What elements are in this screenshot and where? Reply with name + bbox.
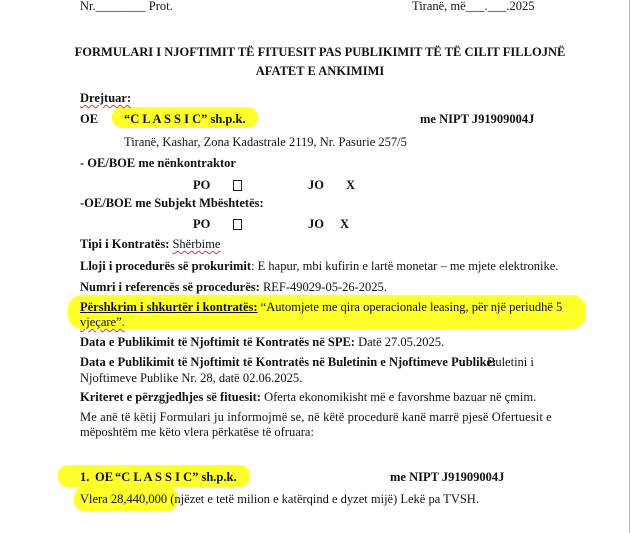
bulletin-ref-start: Buletini i [487,355,534,369]
addressed-to-label: Drejtuar: [80,91,132,105]
contract-description: Përshkrim i shkurtër i kontratës: “Automjete me qira operacionale leasing, për një periudhë 5 [80,300,563,314]
oe-address: Tiranë, Kashar, Zona Kadastrale 2119, Nr. Pasurie 257/5 [124,135,407,149]
form-title-line2: AFATET E ANKIMIMI [255,64,385,78]
contract-type: Tipi i Kontratës: Shërbime [80,237,221,251]
procedure-type: Lloji i procedurës së prokurimit: E hapur, mbi kufirin e lartë monetar – me mjete elektronike. [80,259,559,273]
oe-name: “C L A S S I C” sh.p.k. [124,112,246,126]
subcontractor-jo-mark: X [346,178,356,192]
oe-label: OE [80,112,99,126]
publication-date-bulletin: Data e Publikimit të Njoftimit të Kontratës në Buletinin e Njoftimeve Publike: [80,355,497,369]
reference-number: Numri i referencës së procedurës: REF-49029-05-26-2025. [80,280,387,294]
place-date: Tiranë, më___.___.2025 [412,0,535,13]
support-entity-po-checkbox [233,217,242,233]
intro-paragraph-line2: mëposhtëm me këto vlera përkatëse të ofruara: [80,425,314,439]
subcontractor-jo: JO [308,178,324,192]
offer-oe-name: “C L A S S I C” sh.p.k. [115,470,237,484]
page-edge [629,0,630,533]
offer-number: 1. [80,470,90,484]
offer-value: Vlera 28,440,000 (njëzet e tetë milion e katërqind e dyzet mijë) Lekë pa TVSH. [80,492,479,506]
publication-date-spe: Data e Publikimit të Njoftimit të Kontratës në SPE: Datë 27.05.2025. [80,335,445,349]
support-entity-jo: JO [308,217,324,231]
subcontractor-label: - OE/BOE me nënkontraktor [80,156,236,170]
protocol-number: Nr.________ Prot. [80,0,173,13]
subcontractor-po: PO [193,178,211,192]
support-entity-po: PO [193,217,211,231]
intro-paragraph-line1: Me anë të këtij Formulari ju informojmë se, në këtë procedurë kanë marrë pjesë Ofertuesit e [80,410,552,424]
subcontractor-po-checkbox [233,178,242,194]
contract-description-cont: vjeçare”. [80,315,125,329]
offer-oe-label: OE [95,470,114,484]
support-entity-jo-mark: X [340,217,350,231]
support-entity-label: -OE/BOE me Subjekt Mbështetës: [80,196,264,210]
offer-nipt: me NIPT J91909004J [390,470,505,484]
oe-nipt: me NIPT J91909004J [420,112,535,126]
form-title-line1: FORMULARI I NJOFTIMIT TË FITUESIT PAS PUBLIKIMIT TË TË CILIT FILLOJNË [74,45,566,59]
bulletin-ref-cont: Njoftimeve Publike Nr. 28, datë 02.06.2025. [80,371,303,385]
selection-criteria: Kriteret e përzgjedhjes së fituesit: Oferta ekonomikisht më e favorshme bazuar në çmim. [80,390,537,404]
